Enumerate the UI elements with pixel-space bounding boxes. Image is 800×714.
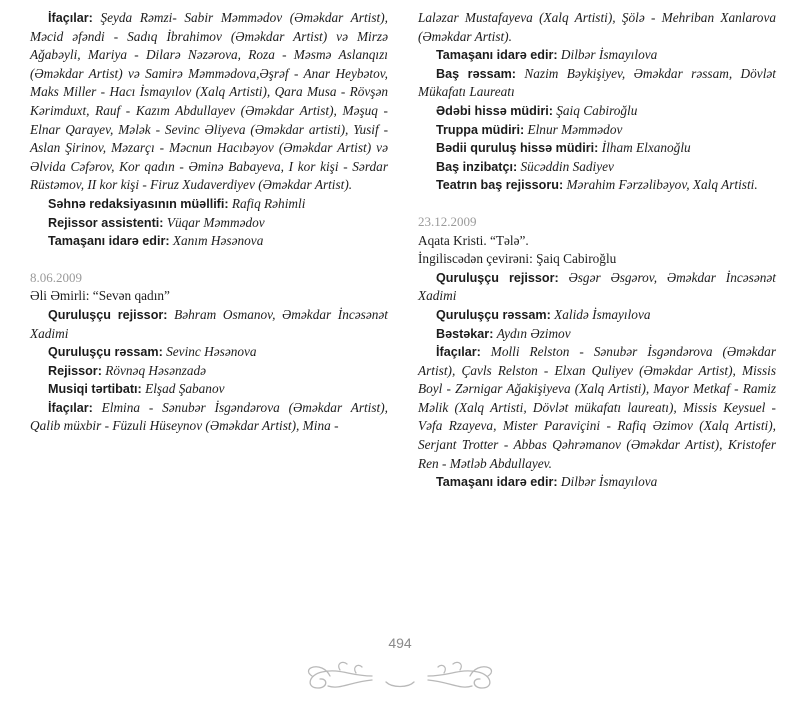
translator-line: İngiliscədən çevirəni: Şaiq Cabiroğlu [418, 251, 617, 267]
credit-value: Xalidə İsmayılova [554, 306, 651, 322]
credit-line [418, 269, 776, 306]
credit-label: Ədəbi hissə müdiri: [436, 103, 553, 118]
credit-value: Elnur Məmmədov [527, 121, 623, 137]
credit-label: Teatrın baş rejissoru: [436, 178, 564, 193]
credit-label: Tamaşanı idarə edir: [48, 234, 170, 249]
performance-date: 23.12.2009 [418, 213, 477, 229]
credit-value: Dilbər İsmayılova [560, 474, 658, 490]
credit-label: Rejissor assistenti: [48, 215, 164, 230]
credit-line [30, 306, 388, 343]
credit-label: Truppa müdiri: [436, 122, 525, 137]
credit-value: Bəhram Osmanov, Əməkdar İncəsənət Xadimi [30, 306, 388, 341]
credit-label: Quruluşçu rəssam: [436, 307, 551, 322]
credit-label: Səhnə redaksiyasının müəllifi: [48, 196, 229, 211]
credit-line [418, 473, 776, 492]
right-column [418, 9, 776, 492]
credit-line [418, 102, 776, 121]
cast-continuation: Laləzar Mustafayeva (Xalq Artisti), Şölə - Mehriban Xanlarova (Əməkdar Artist). [418, 10, 776, 44]
credit-label: İfaçılar: [48, 400, 93, 415]
credit-label: Tamaşanı idarə edir: [436, 475, 558, 490]
credit-line [418, 65, 776, 102]
credit-value: Şeyda Rəmzi- Sabir Məmmədov (Əməkdar Artist), Məcid əfəndi - Sadıq İbrahimov (Əməkdar Artist) və Mirzə Ağabəyli, Mariya - Dilarə Nəzərova, Roza - Məsmə Aslanqızı (Əməkdar Artist) və Samirə Məmmədova,Əşrəf - Anar Heybətov, Maks Miller - Hacı İsmayılov (Xalq Artisti), Qara Musa - Rövşən Kərimduxt, Rauf - Kazım Abdullayev (Əməkdar Artist), Məşuq - Elnar Qarayev, Mələk - Sevinc Əliyeva (Əməkdar artisti), Yusif - Aslan Şirinov, Məzarçı - Məcnun Hacıbəyov (Əməkdar Artist) və Əlvida Cəfərov, Kor qadın - Əminə Babayeva, I kor kişi - Sərdar Rüstəmov, II kor kişi - Firuz Xudaverdiyev (Əməkdar Artist). [30, 10, 388, 193]
credit-value: Aydın Əzimov [496, 325, 571, 341]
cast-paragraph [30, 9, 388, 195]
credit-value: Əsgər Əsgərov, Əməkdar İncəsənət Xadimi [418, 269, 776, 304]
credit-value: Rafiq Rəhimli [231, 195, 306, 211]
play-title: Aqata Kristi. “Tələ”. [418, 232, 529, 248]
credit-line [30, 343, 388, 362]
flourish-ornament-icon [0, 646, 800, 698]
page-number: 494 [388, 635, 412, 651]
credit-value: Elmina - Sənubər İsgəndərova (Əməkdar Artist), Qalib müxbir - Füzuli Hüseynov (Əməkdar Artist), Mina - [30, 399, 389, 434]
credit-line [418, 139, 776, 158]
credit-line [418, 158, 776, 177]
credit-value: İlham Elxanoğlu [601, 140, 691, 156]
performance-date: 8.06.2009 [30, 269, 82, 285]
credit-line [30, 399, 388, 436]
credit-line [418, 325, 776, 344]
credit-label: Rejissor: [48, 363, 102, 378]
credit-value: Rövnəq Həsənzadə [105, 362, 207, 378]
credit-label: Tamaşanı idarə edir: [436, 48, 558, 63]
credit-value: Nazim Bəykişiyev, Əməkdar rəssam, Dövlət Mükafatı Laureatı [418, 65, 776, 100]
play-title: Əli Əmirli: “Sevən qadın” [30, 288, 170, 304]
credit-line [418, 343, 776, 473]
credit-line [418, 306, 776, 325]
credit-value: Elşad Şabanov [145, 381, 225, 397]
credit-value: Şaiq Cabiroğlu [556, 102, 638, 118]
credit-line [30, 214, 388, 233]
credit-label: Quruluşçu rejissor: [436, 270, 559, 285]
credit-line [418, 46, 776, 65]
credit-value: Vüqar Məmmədov [166, 214, 265, 230]
credit-line [30, 232, 388, 251]
footer-ornament [0, 646, 800, 698]
credit-label: Bədii quruluş hissə müdiri: [436, 141, 599, 156]
credit-label: Quruluşçu rejissor: [48, 307, 168, 322]
left-column [30, 9, 388, 436]
credit-label: Bəstəkar: [436, 326, 494, 341]
credit-line [418, 121, 776, 140]
credit-value: Xanım Həsənova [172, 233, 264, 249]
credit-value: Molli Relston - Sənubər İsgəndərova (Əməkdar Artist), Çavls Relston - Elxan Quliyev (Əməkdar Artist), Missis Boyl - Zərnigar Ağakişiyeva (Xalq Artisti), Mayor Metkaf - Ramiz Məlik (Xalq Artisti, Dövlət mükafatı laureatı), Missis Keysuel - Vəfa Rzayeva, Mister Paraviçini - Rafiq Əzimov (Xalq Artisti), Serjant Trotter - Abbas Qəhrəmanov (Əməkdar Artist), Kristofer Ren - Mətləb Abdullayev. [418, 344, 776, 471]
credit-line [418, 176, 776, 195]
credit-value: Mərahim Fərzəlibəyov, Xalq Artisti. [566, 177, 758, 193]
credit-label: İfaçılar: [48, 11, 93, 25]
credit-label: Musiqi tərtibatı: [48, 382, 142, 397]
credit-label: İfaçılar: [436, 345, 481, 360]
credit-label: Quruluşçu rəssam: [48, 345, 163, 360]
credit-value: Dilbər İsmayılova [560, 47, 658, 63]
credit-value: Sücəddin Sadiyev [520, 158, 614, 174]
credit-label: Baş inzibatçı: [436, 159, 518, 174]
credit-label: Baş rəssam: [436, 66, 516, 81]
credit-value: Sevinc Həsənova [166, 344, 257, 360]
credit-line [30, 195, 388, 214]
credit-line [30, 380, 388, 399]
credit-line [30, 362, 388, 381]
